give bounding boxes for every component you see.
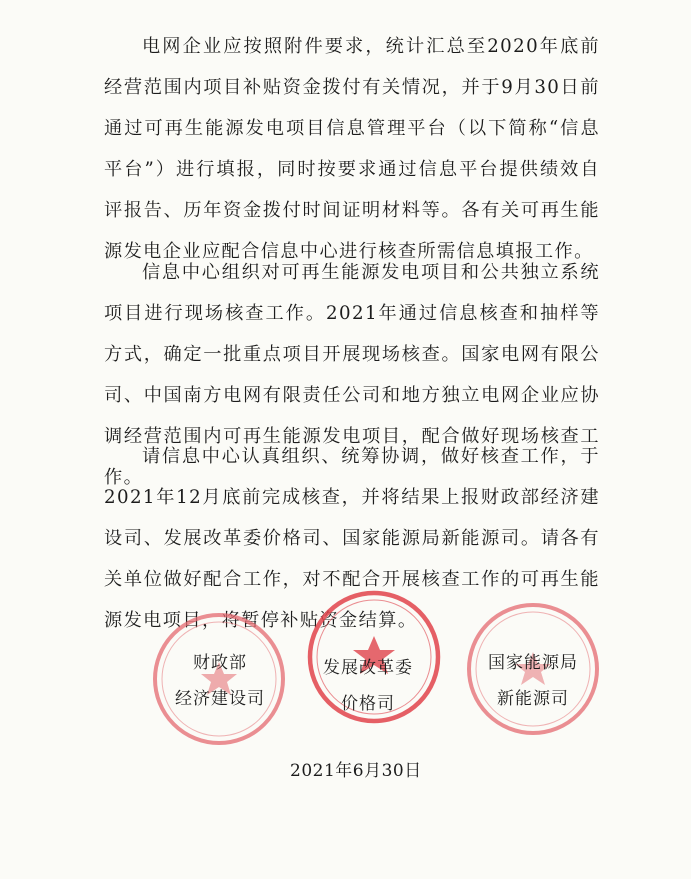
signer-line-2: 新能源司 xyxy=(497,689,569,709)
document-date: 2021年6月30日 xyxy=(290,761,422,781)
paragraph-2: 信息中心组织对可再生能源发电项目和公共独立系统项目进行现场核查工作。2021年通过信息核查和抽样等方式，确定一批重点项目开展现场核查。国家电网有限公司、中国南方电网有限责任公司和地方独立电网企业应协调经营范围内可再生能源发电项目，配合做好现场核查工作。 xyxy=(104,262,600,488)
signer-line-1: 财政部 xyxy=(193,653,247,673)
signer-line-2: 价格司 xyxy=(341,694,395,714)
paragraph-3: 请信息中心认真组织、统筹协调，做好核查工作，于2021年12月底前完成核查，并将结果上报财政部经济建设司、发展改革委价格司、国家能源局新能源司。请各有关单位做好配合工作，对不配合开展核查工作的可再生能源发电项目，将暂停补贴资金结算。 xyxy=(104,446,600,631)
paragraph-1: 电网企业应按照附件要求，统计汇总至2020年底前经营范围内项目补贴资金拨付有关情况，并于9月30日前通过可再生能源发电项目信息管理平台（以下简称“信息平台”）进行填报，同时按要求通过信息平台提供绩效自评报告、历年资金拨付时间证明材料等。各有关可再生能源发电企业应配合信息中心进行核查所需信息填报工作。 xyxy=(104,36,600,262)
signer-line-2: 经济建设司 xyxy=(175,689,265,709)
signer-ministry-of-finance xyxy=(145,645,295,717)
signer-ndrc xyxy=(293,650,443,722)
signer-nea xyxy=(458,645,608,717)
signer-line-1: 国家能源局 xyxy=(488,653,578,673)
signer-line-1: 发展改革委 xyxy=(323,658,413,678)
